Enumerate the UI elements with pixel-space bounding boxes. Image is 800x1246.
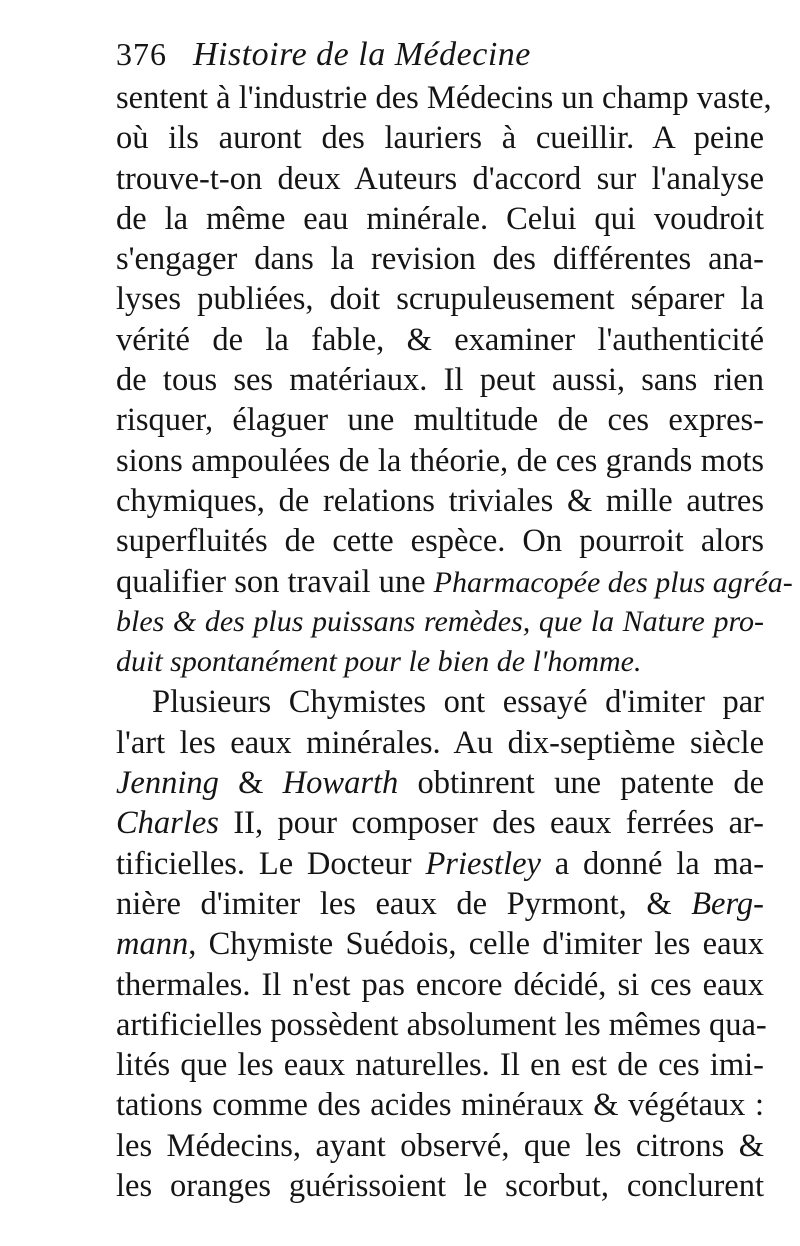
person-name: mann bbox=[116, 926, 189, 963]
text-line: où ils auront des lauriers à cueillir. A peine bbox=[116, 120, 764, 157]
text-run: II, pour composer des eaux ferrées ar- bbox=[233, 805, 765, 842]
text-line: sions ampoulées de la théorie, de ces grands mots bbox=[116, 442, 764, 479]
page-number: 376 bbox=[116, 36, 167, 72]
text-line: s'engager dans la revision des différentes ana- bbox=[116, 241, 764, 278]
person-name: Priestley bbox=[425, 845, 541, 882]
text-run: nière d'imiter les eaux de Pyrmont, & bbox=[116, 885, 672, 922]
text-line: lités que les eaux naturelles. Il en est de ces imi- bbox=[116, 1047, 764, 1084]
text-line: artificielles possèdent absolument les mêmes qua- bbox=[116, 1006, 767, 1043]
text-line: Plusieurs Chymistes ont essayé d'imiter par bbox=[152, 684, 764, 721]
person-name: Jenning bbox=[116, 765, 219, 802]
text-line: de tous ses matériaux. Il peut aussi, sans rien bbox=[116, 362, 764, 399]
text-line: les oranges guérissoient le scorbut, conclurent bbox=[116, 1168, 764, 1205]
text-line: lyses publiées, doit scrupuleusement séparer la bbox=[116, 281, 764, 318]
text-line: de la même eau minérale. Celui qui voudroit bbox=[116, 200, 764, 237]
text-run: obtinrent une patente de bbox=[417, 765, 765, 802]
text-line bbox=[116, 924, 764, 964]
text-line: trouve-t-on deux Auteurs d'accord sur l'analyse bbox=[116, 160, 764, 197]
page-header bbox=[116, 36, 531, 82]
running-title: Histoire de la Médecine bbox=[193, 36, 531, 73]
text-line: tations comme des acides minéraux & végétaux : bbox=[116, 1087, 764, 1124]
text-run: & bbox=[238, 765, 264, 802]
text-line: duit spontanément pour le bien de l'homme. bbox=[116, 645, 642, 679]
paragraph-1 bbox=[116, 78, 793, 682]
text-line bbox=[116, 844, 764, 884]
person-name: Berg- bbox=[691, 885, 764, 922]
book-title-italic: Pharmacopée des plus agréa- bbox=[433, 565, 793, 599]
text-line: chymiques, de relations triviales & mille autres bbox=[116, 482, 764, 519]
person-name: Howarth bbox=[282, 765, 399, 802]
text-line: vérité de la fable, & examiner l'authenticité bbox=[116, 321, 764, 358]
text-line: bles & des plus puissans remèdes, que la Nature pro- bbox=[116, 604, 764, 638]
text-run: a donné la ma- bbox=[554, 845, 765, 882]
paragraph-2 bbox=[116, 682, 767, 1206]
text-line bbox=[116, 763, 764, 803]
text-line: superfluités de cette espèce. On pourroit alors bbox=[116, 523, 764, 560]
italic-block bbox=[116, 602, 764, 683]
text-line bbox=[116, 562, 793, 602]
text-run: qualifier son travail une bbox=[116, 563, 426, 600]
text-line: thermales. Il n'est pas encore décidé, si ces eaux bbox=[116, 966, 764, 1003]
text-line: sentent à l'industrie des Médecins un champ vaste, bbox=[116, 80, 772, 116]
text-line: l'art les eaux minérales. Au dix-septième siècle bbox=[116, 724, 764, 761]
text-line bbox=[116, 803, 764, 843]
text-run: , Chymiste Suédois, celle d'imiter les eaux bbox=[188, 926, 764, 963]
person-name: Charles bbox=[116, 805, 219, 842]
text-line: les Médecins, ayant observé, que les citrons & bbox=[116, 1127, 764, 1164]
text-line: risquer, élaguer une multitude de ces expres- bbox=[116, 402, 764, 439]
text-run: tificielles. Le Docteur bbox=[116, 845, 412, 882]
text-line bbox=[116, 884, 764, 924]
body-text bbox=[116, 78, 793, 1206]
